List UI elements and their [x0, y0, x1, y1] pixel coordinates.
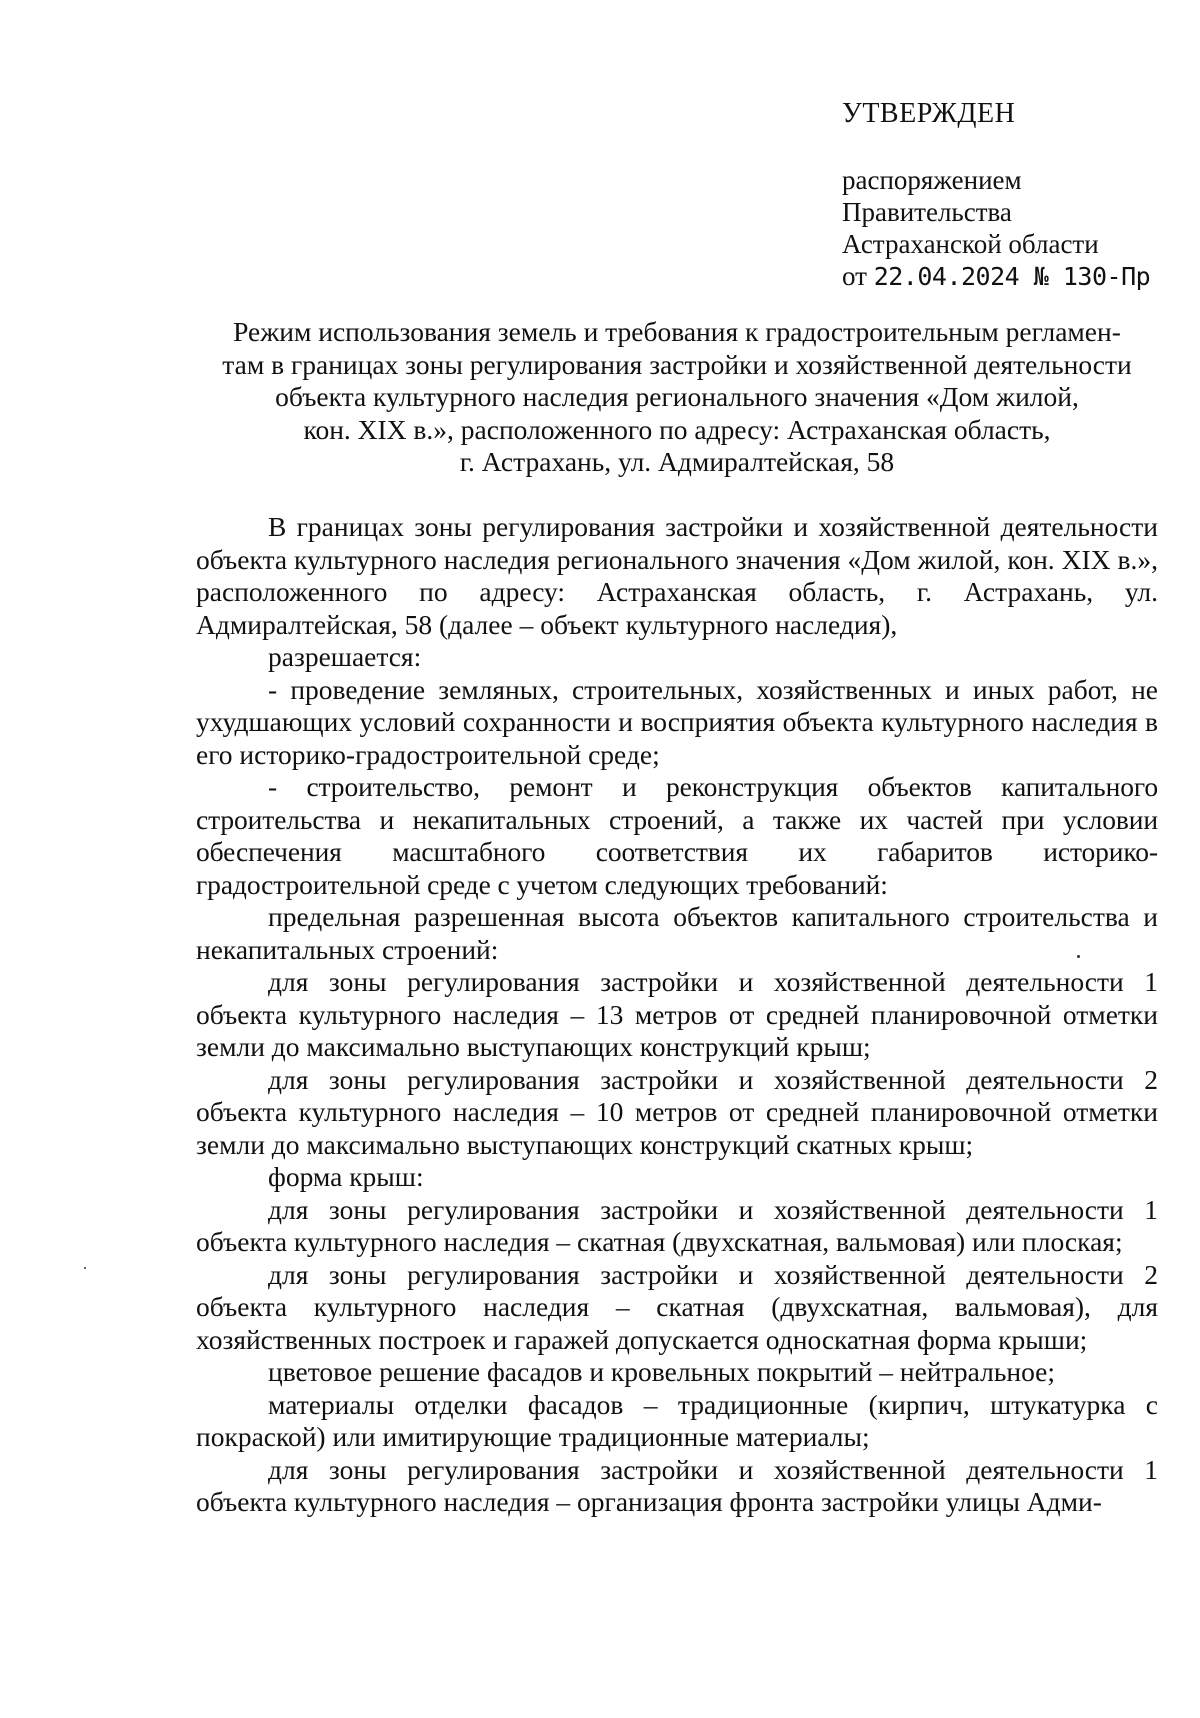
- document-body: [196, 511, 1158, 1519]
- approval-date-number: 22.04.2024 № 130-Пр: [873, 262, 1151, 291]
- body-paragraph: для зоны регулирования застройки и хозяйственной деятельности 2 объекта культурного наследия – 10 метров от средней планировочной отметки земли до максимально выступающих конструкций скатных крыш;: [196, 1063, 1158, 1160]
- body-paragraph: - проведение земляных, строительных, хозяйственных и иных работ, не ухудшающих условий сохранности и восприятия объекта культурного наследия в его историко-градостроительной среде;: [196, 673, 1158, 770]
- body-paragraph: - строительство, ремонт и реконструкция объектов капитального строительства и некапитальных строений, а также их частей при условии обеспечения масштабного соответствия их габаритов историко-градостроительной среде с учетом следующих требований:: [196, 771, 1158, 900]
- approval-block: [842, 98, 1182, 293]
- scan-speck: [1077, 955, 1080, 958]
- body-paragraph: для зоны регулирования застройки и хозяйственной деятельности 1 объекта культурного наследия – организация фронта застройки улицы Адми-: [196, 1453, 1158, 1517]
- title-line: там в границах зоны регулирования застройки и хозяйственной деятельности: [222, 348, 1132, 380]
- title-line: объекта культурного наследия регионального значения «Дом жилой,: [275, 381, 1079, 412]
- scan-speck: [84, 1267, 86, 1269]
- title-line: г. Астрахань, ул. Адмиралтейская, 58: [459, 446, 895, 477]
- approval-stamp: УТВЕРЖДЕН: [842, 98, 1016, 129]
- body-paragraph: для зоны регулирования застройки и хозяйственной деятельности 1 объекта культурного наследия – скатная (двухскатная, вальмовая) или плоская;: [196, 1193, 1158, 1257]
- body-paragraph: предельная разрешенная высота объектов капитального строительства и некапитальных строений:: [196, 901, 1158, 965]
- body-paragraph: для зоны регулирования застройки и хозяйственной деятельности 2 объекта культурного наследия – скатная (двухскатная, вальмовая), для хозяйственных построек и гаражей допускается односкатная форма крыши;: [196, 1258, 1158, 1355]
- document-title: [196, 316, 1158, 479]
- approval-line-2: Правительства: [842, 197, 1012, 227]
- body-paragraph: цветовое решение фасадов и кровельных покрытий – нейтральное;: [268, 1356, 1056, 1387]
- title-line: кон. XIX в.», расположенного по адресу: Астраханская область,: [303, 413, 1051, 445]
- approval-line-3: Астраханской области: [842, 229, 1099, 259]
- approval-date-line: [842, 260, 1182, 293]
- body-paragraph: форма крыш:: [268, 1161, 424, 1192]
- body-paragraph: В границах зоны регулирования застройки и хозяйственной деятельности объекта культурного наследия регионального значения «Дом жилой, кон. XIX в.», расположенного по адресу: Астраханская область, г. Астрахань, ул. Адмиралтейская, 58 (далее – объект культурного наследия),: [196, 511, 1158, 640]
- body-paragraph: для зоны регулирования застройки и хозяйственной деятельности 1 объекта культурного наследия – 13 метров от средней планировочной отметки земли до максимально выступающих конструкций крыш;: [196, 966, 1158, 1062]
- approval-date-prefix: от: [842, 261, 867, 291]
- body-paragraph: материалы отделки фасадов – традиционные (кирпич, штукатурка с покраской) или имитирующие традиционные материалы;: [196, 1388, 1158, 1452]
- body-paragraph: разрешается:: [268, 641, 422, 672]
- approval-line-1: распоряжением: [842, 165, 1022, 195]
- title-line: Режим использования земель и требования к градостроительным регламен-: [233, 316, 1121, 347]
